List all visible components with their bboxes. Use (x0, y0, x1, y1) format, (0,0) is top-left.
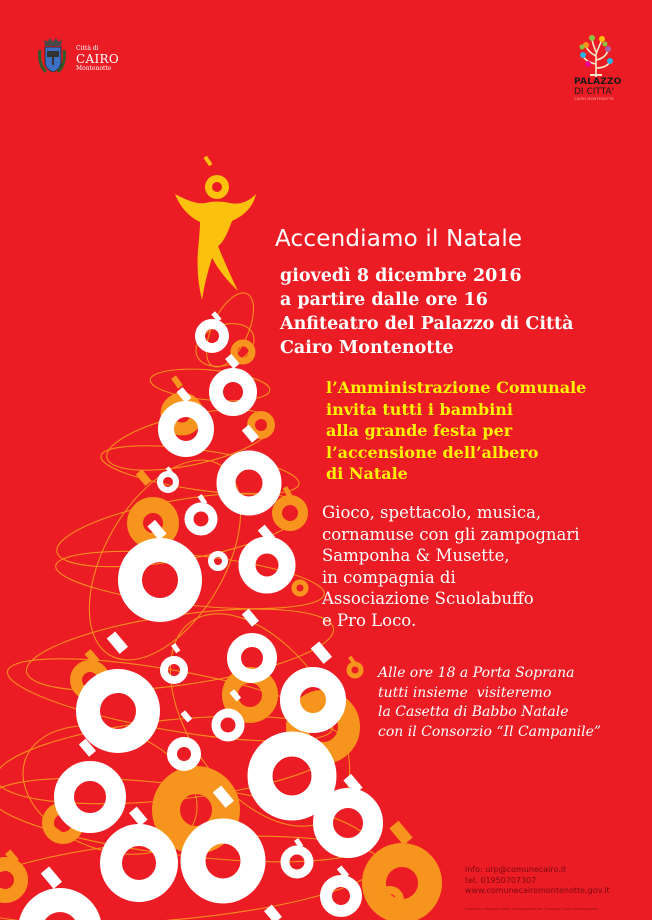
activities-line: cornamuse con gli zampognari (322, 524, 580, 544)
invite-line: alla grande festa per (326, 421, 513, 440)
evening-line: con il Consorzio “Il Campanile” (378, 723, 602, 740)
contact-phone: tel. 01950707307 (465, 875, 537, 885)
contact-email[interactable]: info: urp@comunecairo.it (465, 865, 567, 874)
palazzo-line2: DI CITTA' (574, 87, 615, 97)
contact-website[interactable]: www.comunecairomontenotte.gov.it (465, 886, 610, 895)
credits-text: Grafica e stampa Area Comunicazione Comune Cairo Montenotte (465, 906, 598, 911)
invite-line: l’accensione dell’albero (326, 442, 539, 462)
activities-line: e Pro Loco. (322, 610, 417, 630)
activities-line: Samponha & Musette, (322, 546, 510, 565)
evening-line: la Casetta di Babbo Natale (378, 704, 569, 720)
city-sub: Montenotte (76, 65, 112, 72)
event-date: giovedì 8 dicembre 2016 (280, 266, 522, 286)
invite-line: di Natale (326, 464, 408, 483)
evening-line: tutti insieme visiteremo (378, 684, 552, 701)
evening-event-text (378, 664, 601, 742)
event-city: Cairo Montenotte (280, 338, 454, 358)
palazzo-text (574, 78, 634, 102)
city-name (76, 46, 119, 72)
city-main: CAIRO (76, 52, 119, 66)
event-time: a partire dalle ore 16 (280, 290, 488, 310)
city-logo (36, 36, 126, 76)
event-info (280, 264, 573, 360)
palazzo-logo (574, 34, 634, 102)
activities-line: Associazione Scuolabuffo (322, 589, 534, 608)
colorful-tree-icon (574, 34, 634, 78)
event-title: Accendiamo il Natale (275, 226, 523, 252)
invite-text (326, 377, 586, 485)
invite-line: invita tutti i bambini (326, 399, 513, 419)
activities-line: in compagnia di (322, 567, 456, 587)
star-person-icon (175, 156, 256, 300)
evening-line: Alle ore 18 a Porta Soprana (378, 665, 575, 681)
contact-info (465, 865, 610, 897)
event-venue: Anfiteatro del Palazzo di Città (280, 314, 574, 334)
coat-of-arms-icon (36, 36, 68, 76)
palazzo-line1: PALAZZO (574, 77, 622, 87)
invite-line: l’Amministrazione Comunale (326, 378, 587, 397)
palazzo-line3: CAIRO MONTENOTTE (574, 97, 614, 101)
activities-text (322, 502, 580, 631)
activities-line: Gioco, spettacolo, musica, (322, 503, 542, 522)
city-prefix: Città di (76, 45, 99, 52)
